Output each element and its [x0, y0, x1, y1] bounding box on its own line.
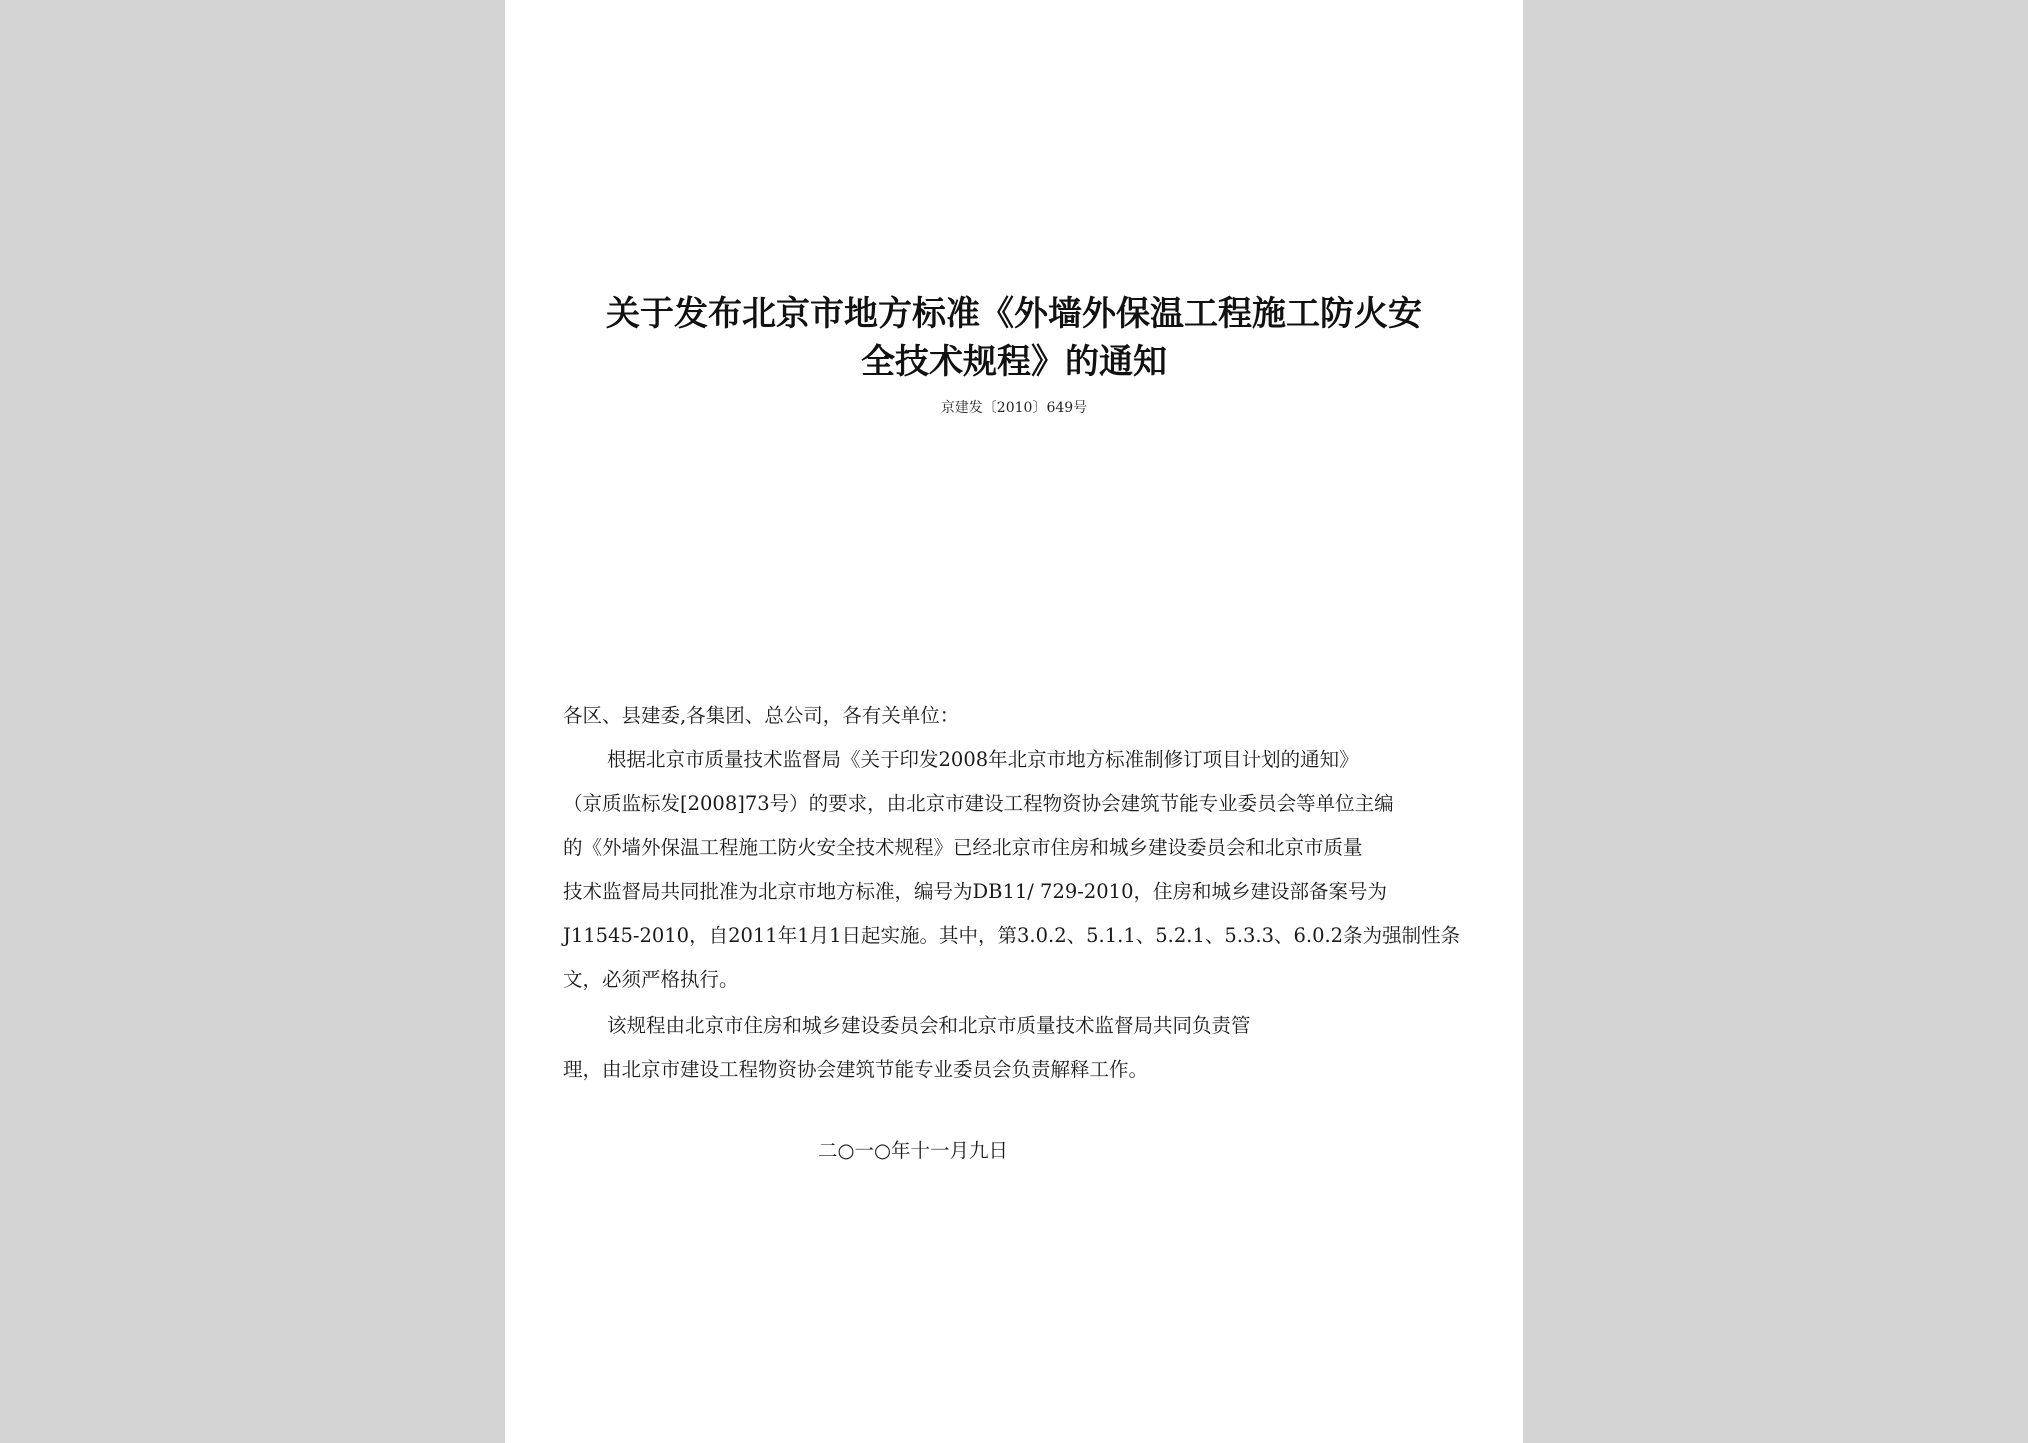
paragraph-1-line: 的《外墙外保温工程施工防火安全技术规程》已经北京市住房和城乡建设委员会和北京市质量	[563, 836, 1363, 859]
paragraph-1-line: （京质监标发[2008]73号）的要求，由北京市建设工程物资协会建筑节能专业委员会等单位主编	[563, 792, 1394, 815]
issue-date: 二○一○年十一月九日	[818, 1139, 1009, 1162]
paragraph-1-line: 文，必须严格执行。	[563, 968, 739, 991]
document-title	[565, 290, 1463, 386]
document-number: 京建发〔2010〕649号	[940, 400, 1088, 416]
paragraph-1-line: 根据北京市质量技术监督局《关于印发2008年北京市地方标准制修订项目计划的通知》	[607, 748, 1359, 771]
paragraph-2-line: 理，由北京市建设工程物资协会建筑节能专业委员会负责解释工作。	[563, 1058, 1149, 1081]
addressee-line: 各区、县建委,各集团、总公司，各有关单位：	[563, 704, 960, 727]
document-page	[505, 0, 1523, 1443]
paragraph-1-line: J11545-2010，自2011年1月1日起实施。其中，第3.0.2、5.1.1、5.2.1、5.3.3、6.0.2条为强制性条	[563, 924, 1461, 947]
paragraph-2-line: 该规程由北京市住房和城乡建设委员会和北京市质量技术监督局共同负责管	[607, 1014, 1251, 1037]
title-line: 全技术规程》的通知	[861, 342, 1167, 382]
document-body	[563, 694, 1473, 1092]
title-line: 关于发布北京市地方标准《外墙外保温工程施工防火安	[606, 294, 1422, 334]
paragraph-1-line: 技术监督局共同批准为北京市地方标准，编号为DB11/ 729-2010，住房和城乡建设部备案号为	[563, 880, 1387, 903]
